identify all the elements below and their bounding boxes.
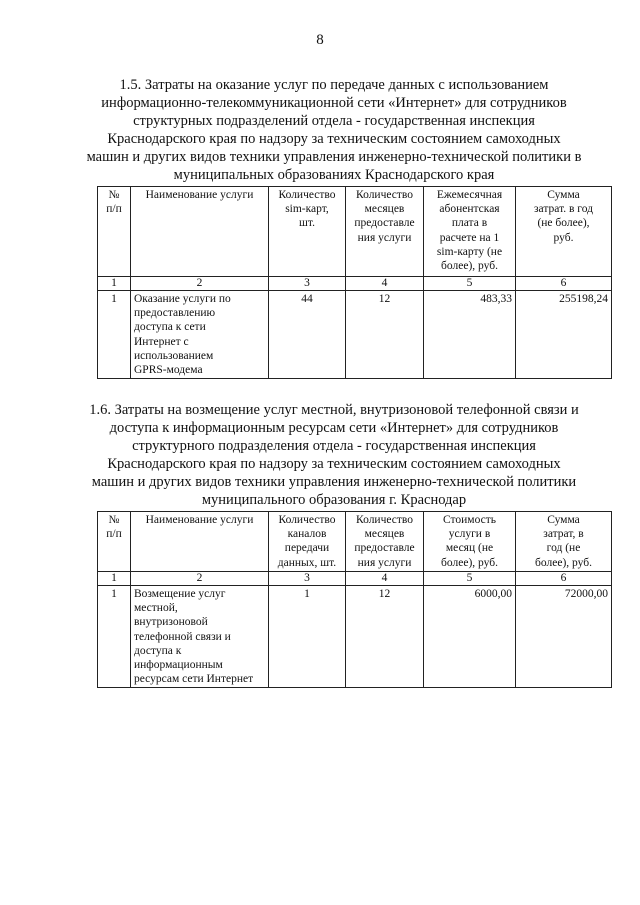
heading-line: структурных подразделений отдела - государственная инспекция	[133, 113, 535, 129]
header-cell-total: Сумма затрат, в год (не более), руб.	[516, 512, 612, 572]
heading-line: машин и других видов техники управления инженерно-технической политики	[91, 474, 577, 490]
column-number-row	[98, 572, 612, 586]
header-cell-name: Наименование услуги	[131, 187, 269, 277]
column-number: 1	[98, 572, 131, 586]
heading-line: машин и других видов техники управления инженерно-технической политики в	[86, 149, 582, 165]
row-total: 72000,00	[516, 586, 612, 688]
header-cell-total: Сумма затрат. в год (не более), руб.	[516, 187, 612, 277]
column-number: 5	[424, 572, 516, 586]
row-num: 1	[98, 586, 131, 688]
column-number: 2	[131, 277, 269, 291]
column-number: 1	[98, 277, 131, 291]
heading-line: 1.6. Затраты на возмещение услуг местной, внутризоновой телефонной связи и	[89, 402, 579, 418]
heading-line: доступа к информационным ресурсам сети «Интернет» для сотрудников	[109, 420, 559, 436]
row-num: 1	[98, 291, 131, 379]
section-1-5-table	[97, 186, 612, 379]
header-cell-months: Количество месяцев предоставле ния услуги	[346, 512, 424, 572]
row-total: 255198,24	[516, 291, 612, 379]
heading-line: муниципального образования г. Краснодар	[201, 492, 467, 508]
row-months: 12	[346, 586, 424, 688]
header-row	[98, 512, 612, 572]
page-number: 8	[316, 32, 324, 48]
heading-line: муниципальных образованиях Краснодарского края	[173, 167, 495, 183]
column-number: 3	[269, 572, 346, 586]
column-number: 2	[131, 572, 269, 586]
header-cell-num: № п/п	[98, 512, 131, 572]
column-number: 4	[346, 572, 424, 586]
row-service-name: Возмещение услуг местной, внутризоновой телефонной связи и доступа к информационным ресурсам сети Интернет	[131, 586, 269, 688]
heading-line: информационно-телекоммуникационной сети «Интернет» для сотрудников	[101, 95, 567, 111]
heading-line: Краснодарского края по надзору за техническим состоянием самоходных	[107, 456, 561, 472]
header-cell-monthly-cost: Стоимость услуги в месяц (не более), руб.	[424, 512, 516, 572]
row-quantity: 1	[269, 586, 346, 688]
column-number-row	[98, 277, 612, 291]
column-number: 3	[269, 277, 346, 291]
row-quantity: 44	[269, 291, 346, 379]
section-1-6-table	[97, 511, 612, 688]
header-cell-channels: Количество каналов передачи данных, шт.	[269, 512, 346, 572]
column-number: 5	[424, 277, 516, 291]
row-monthly-fee: 483,33	[424, 291, 516, 379]
section-1-5-heading	[84, 76, 584, 184]
heading-line: Краснодарского края по надзору за техническим состоянием самоходных	[107, 131, 561, 147]
heading-line: 1.5. Затраты на оказание услуг по передаче данных с использованием	[119, 77, 549, 93]
header-row	[98, 187, 612, 277]
row-months: 12	[346, 291, 424, 379]
table-row	[98, 586, 612, 688]
row-monthly-cost: 6000,00	[424, 586, 516, 688]
row-service-name: Оказание услуги по предоставлению доступа к сети Интернет с использованием GPRS-модема	[131, 291, 269, 379]
heading-line: структурного подразделения отдела - государственная инспекция	[132, 438, 536, 454]
table-row	[98, 291, 612, 379]
header-cell-num: № п/п	[98, 187, 131, 277]
column-number: 4	[346, 277, 424, 291]
column-number: 6	[516, 572, 612, 586]
column-number: 6	[516, 277, 612, 291]
header-cell-quantity: Количество sim-карт, шт.	[269, 187, 346, 277]
header-cell-name: Наименование услуги	[131, 512, 269, 572]
section-1-6-heading	[84, 401, 584, 509]
header-cell-monthly-fee: Ежемесячная абонентская плата в расчете на 1 sim-карту (не более), руб.	[424, 187, 516, 277]
header-cell-months: Количество месяцев предоставле ния услуги	[346, 187, 424, 277]
